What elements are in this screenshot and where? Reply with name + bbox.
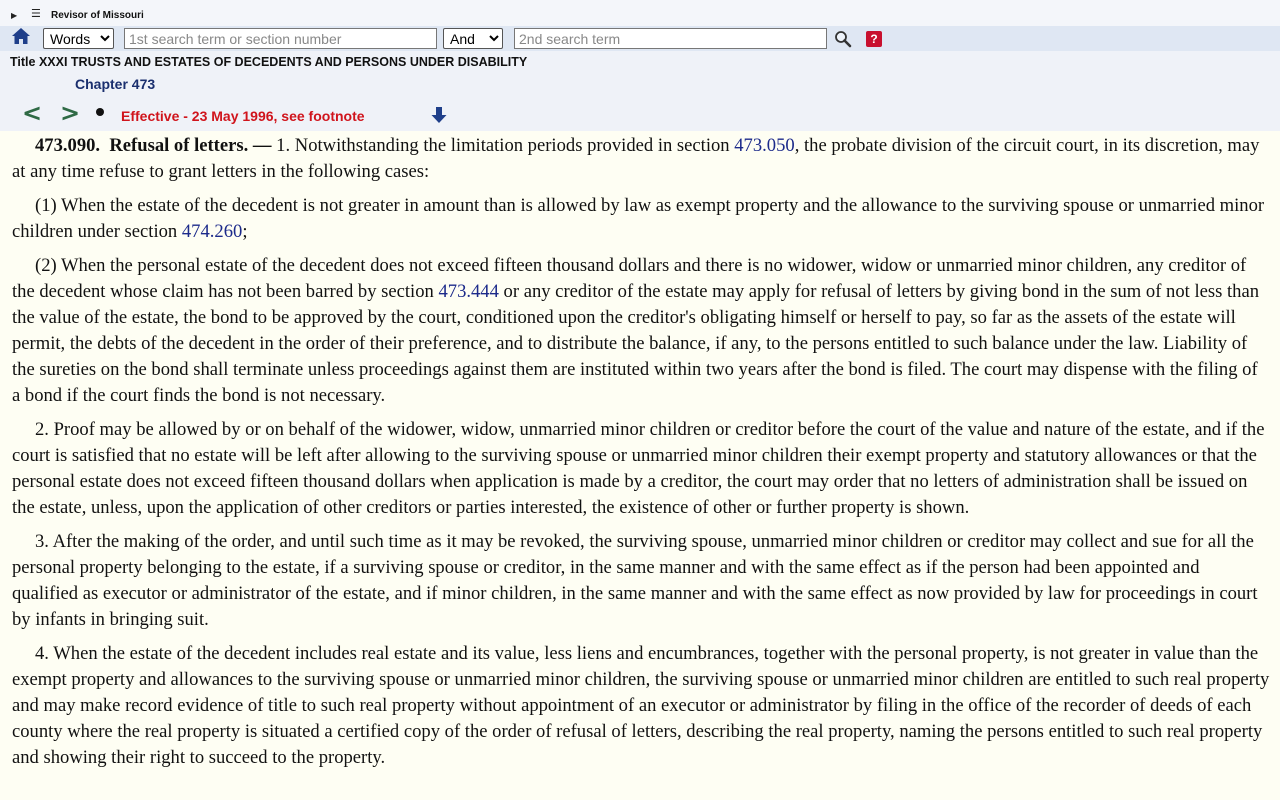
effective-date-link[interactable]: Effective - 23 May 1996, see footnote (121, 108, 365, 124)
chapter-header (0, 51, 1280, 131)
section-number: 473.090. (35, 135, 101, 156)
first-search-term-input[interactable] (124, 28, 437, 49)
section-paragraph-2 (12, 193, 1270, 245)
paragraph-text: (1) When the estate of the decedent is not greater in amount than is allowed by law as exempt property and the allowance to the surviving spouse or unmarried minor children under section (12, 195, 1265, 242)
paragraph-text: or any creditor of the estate may apply for refusal of letters by giving bond in the sum of not less than the value of the estate, the bond to be approved by the court, conditioned upon the creditor's obligating himself or herself to pay, so far as the assets of the estate will permit, the debts of the decedent in the order of their preference, and to distribute the balance, if any, to the persons entitled to such balance under the law. Liability of the sureties on the bond shall terminate unless proceedings against them are instituted within two years after the bond is filed. The court may dispense with the filing of a bond if the court finds the bond is not necessary. (12, 281, 1259, 406)
help-button[interactable]: ? (866, 31, 882, 47)
section-heading: Refusal of letters. — (109, 135, 272, 156)
section-link-473-050[interactable]: 473.050 (734, 135, 795, 156)
top-bar (0, 0, 1280, 26)
section-paragraph-5: 3. After the making of the order, and until such time as it may be revoked, the surviving spouse, unmarried minor children or creditor may collect and sue for all the personal property belonging to the estate, if a surviving spouse or creditor, in the same manner and with the same effect as if the person had been appointed and qualified as executor or administrator of the estate, and if minor children, in the same manner and with the same effect as now provided by law for proceedings in court by infants in bringing suit. (12, 531, 1258, 630)
section-paragraph-4: 2. Proof may be allowed by or on behalf of the widower, widow, unmarried minor children or creditor before the court of the value and nature of the estate, and if the court is satisfied that no estate will be left after allowing to the surviving spouse or unmarried minor children their exempt property and statutory allowances or that the personal estate does not exceed fifteen thousand dollars when application is made by a creditor, the court may order that no letters of administration shall be issued on the estate, unless, upon the application of other creditors or parties interested, the existence of other or further property is shown. (12, 419, 1265, 518)
home-icon[interactable] (11, 26, 31, 46)
bullet-icon[interactable] (96, 108, 104, 116)
magnifier-icon[interactable] (834, 30, 852, 48)
next-section-button[interactable]: > (60, 99, 81, 127)
paragraph-text: , the probate division of the circuit court, in its discretion, may at any time refuse to grant letters in the following cases: (12, 135, 1260, 182)
search-mode-select[interactable] (43, 28, 114, 49)
section-link-473-444[interactable]: 473.444 (438, 281, 499, 302)
down-arrow-icon[interactable] (430, 106, 448, 124)
hamburger-icon[interactable]: ☰ (31, 7, 41, 20)
chapter-link[interactable]: Chapter 473 (75, 76, 156, 92)
site-name[interactable]: Revisor of Missouri (51, 10, 144, 21)
section-paragraph-1 (12, 133, 1270, 185)
second-search-term-input[interactable] (514, 28, 827, 49)
title-heading[interactable]: Title XXXI TRUSTS AND ESTATES OF DECEDENTS AND PERSONS UNDER DISABILITY (10, 55, 528, 69)
paragraph-text: 1. Notwithstanding the limitation periods provided in section (276, 135, 735, 156)
paragraph-text: ; (242, 221, 248, 242)
search-bar (0, 26, 1280, 51)
section-link-474-260[interactable]: 474.260 (181, 221, 243, 242)
paragraph-text: (2) When the personal estate of the decedent does not exceed fifteen thousand dollars and there is no widower, widow or unmarried minor children, any creditor of the decedent whose claim has not been barred by section (12, 255, 1247, 302)
section-text (12, 133, 1270, 779)
section-paragraph-3 (12, 253, 1270, 409)
previous-section-button[interactable]: < (22, 99, 43, 127)
search-operator-select[interactable] (443, 28, 503, 49)
triangle-right-icon[interactable]: ▶ (11, 11, 18, 20)
section-paragraph-6: 4. When the estate of the decedent includes real estate and its value, less liens and encumbrances, together with the personal property, is not greater in value than the exempt property and allowances to the surviving spouse or unmarried minor children, the surviving spouse or unmarried minor children are entitled to such real property and may make record evidence of title to such real property without appointment of an executor or administrator by filing in the office of the recorder of deeds of each county where the real property is situated a certified copy of the order of refusal of letters, describing the real property, naming the persons entitled to such real property and showing their right to succeed to the property. (12, 643, 1270, 768)
